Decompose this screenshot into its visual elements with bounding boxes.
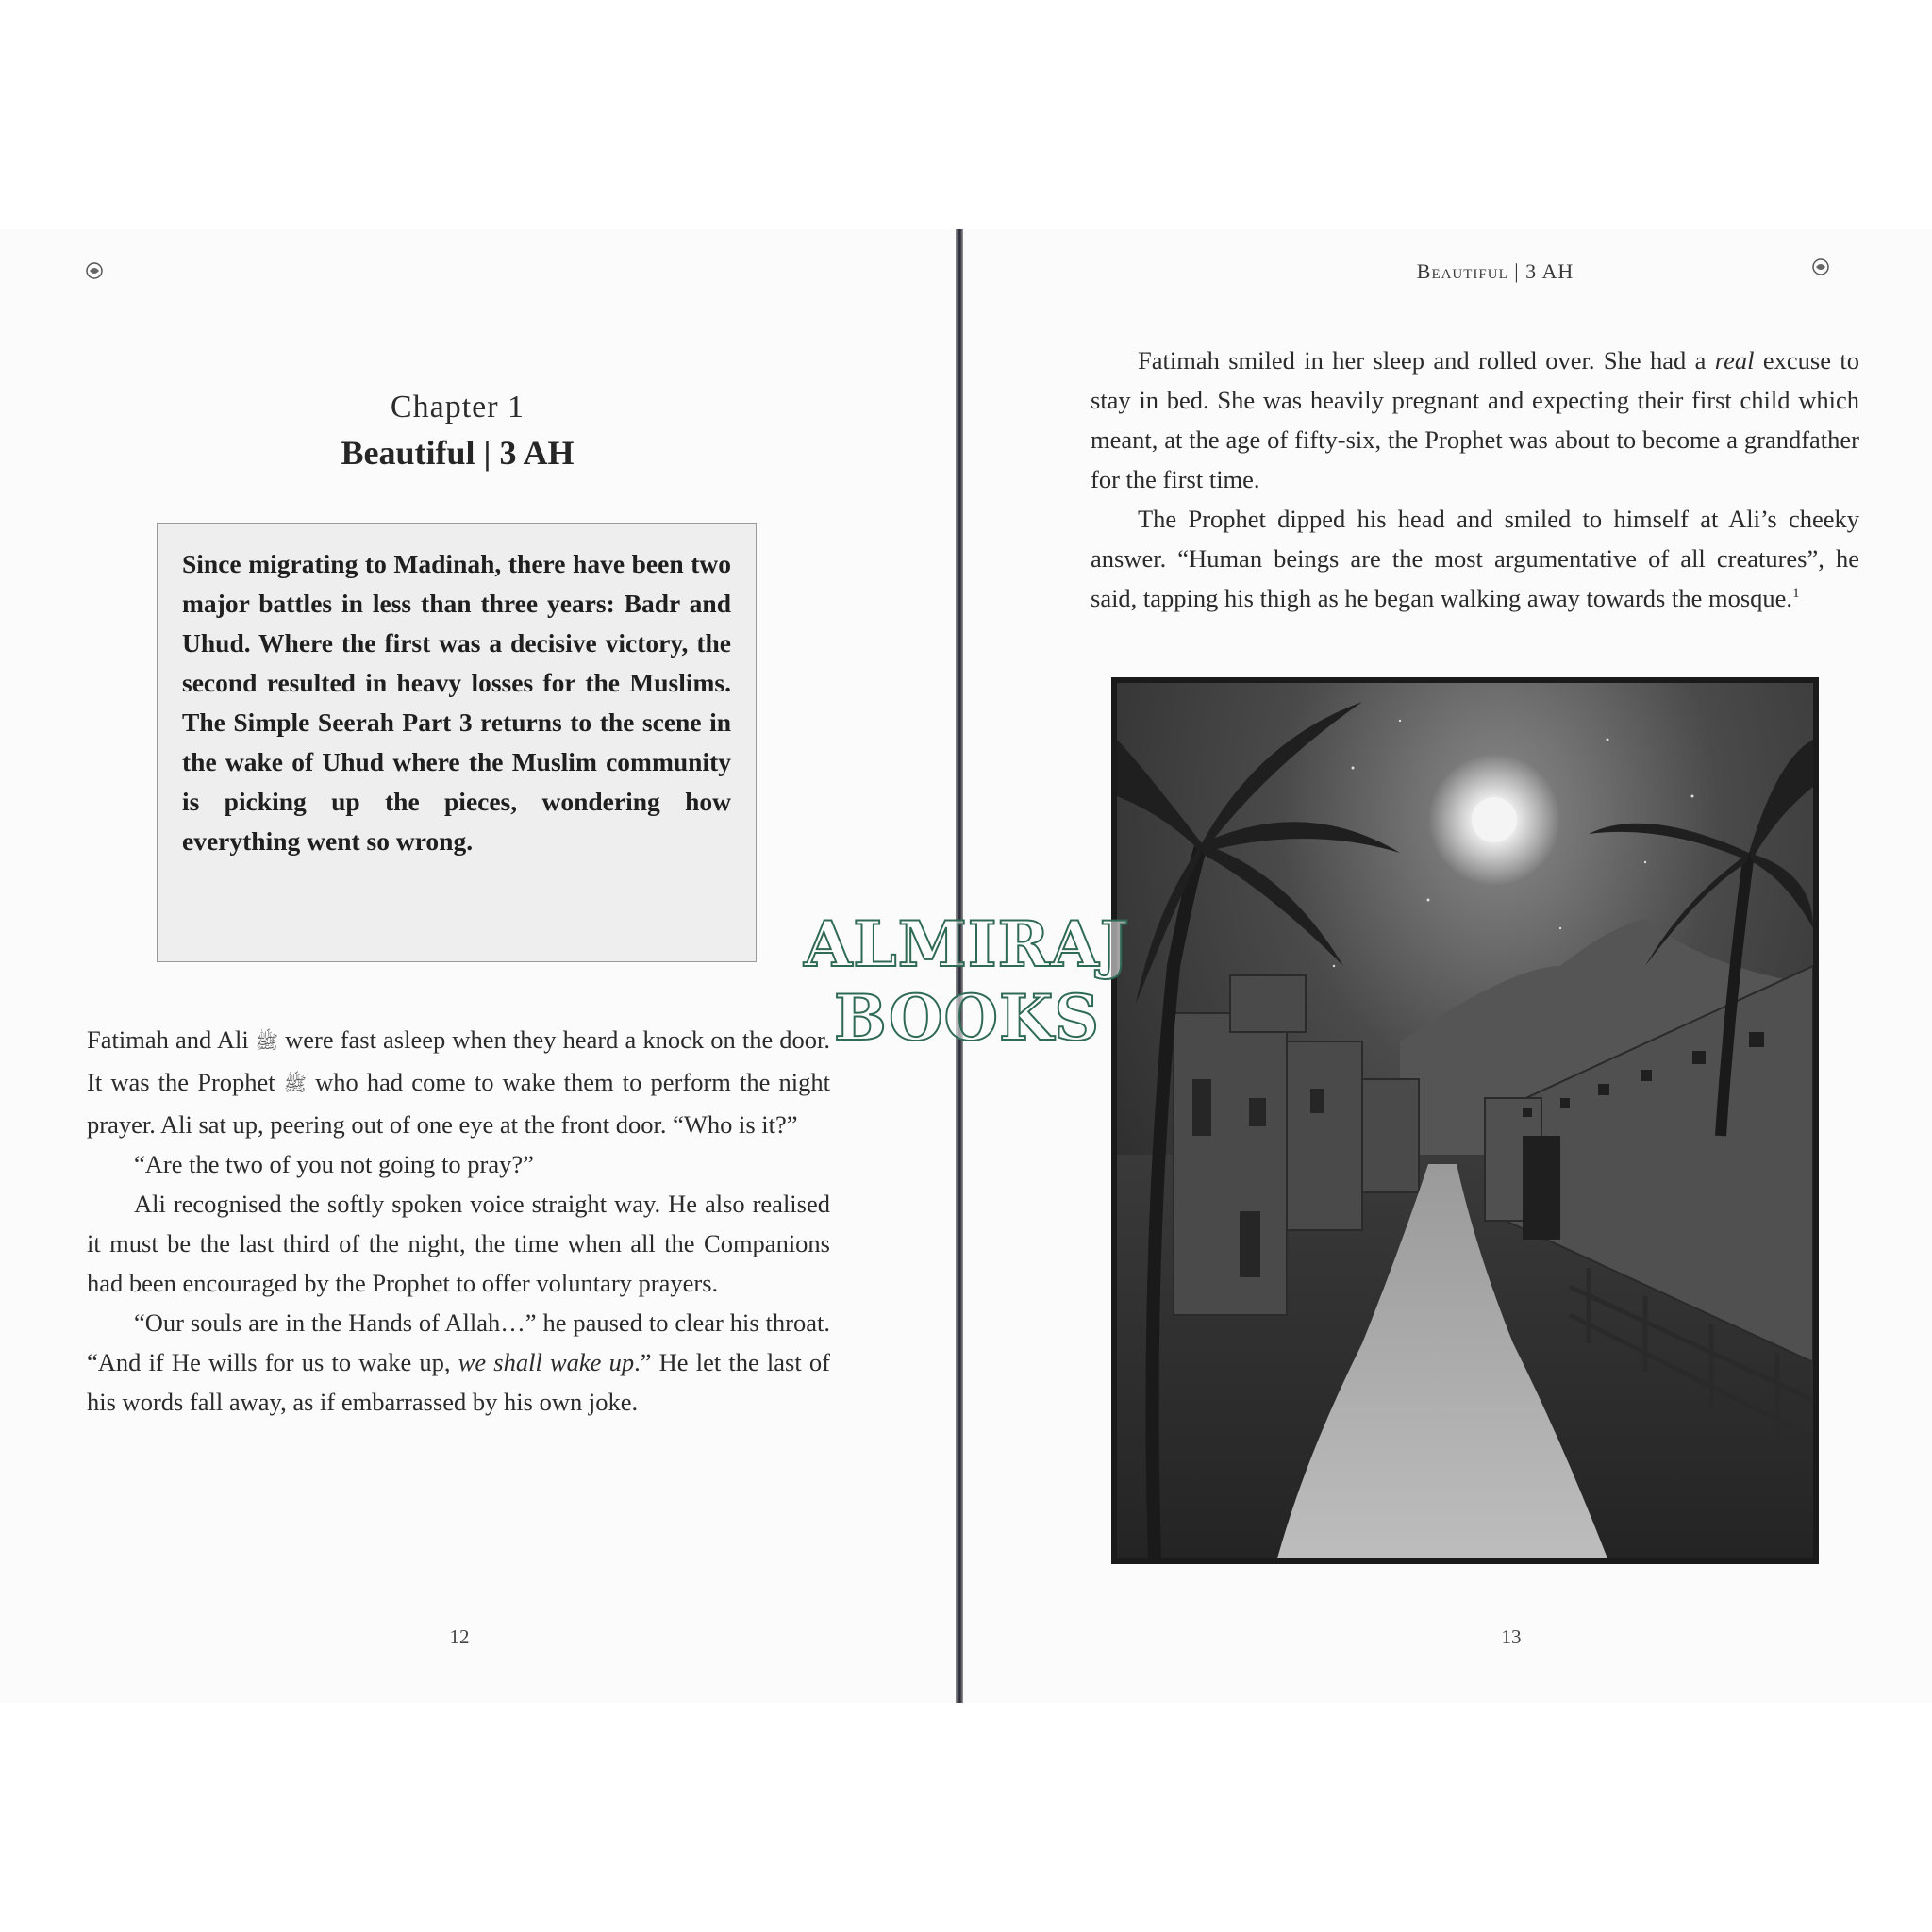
text-run: were fast asleep when they heard a knock on the door. It was the Prophet	[87, 1025, 831, 1096]
text-run: .” He let the last of his words fall away, as if embarrassed by his own joke.	[87, 1348, 830, 1416]
text-run: excuse to stay in bed. She was heavily pregnant and expecting their first child which meant, at the age of fifty-six, the Prophet was about to become a grandfather for the first time.	[1091, 346, 1859, 493]
honorific-glyph: ﷺ	[255, 1032, 278, 1053]
chapter-label: Chapter 1	[390, 390, 525, 425]
italic-text: we shall wake up	[458, 1348, 635, 1376]
intro-box	[157, 523, 757, 962]
night-street-illustration	[1111, 677, 1819, 1564]
running-head: Beautiful | 3 AH	[1416, 259, 1574, 283]
page-number: 12	[449, 1625, 470, 1648]
footnote-ref[interactable]: 1	[1792, 586, 1800, 602]
italic-text: real	[1714, 346, 1755, 375]
right-body-text	[1091, 341, 1859, 618]
intro-text: Since migrating to Madinah, there have been two major battles in less than three years: Badr and Uhud. Where the first was a decisive victory, the second resulted in heavy losses for the Muslims. The Simple Seerah Part 3 returns to the scene in the wake of Uhud where the Muslim community is picking up the pieces, wondering how everything went so wrong.	[182, 549, 731, 856]
paragraph	[1091, 341, 1859, 499]
illustration-art	[1117, 683, 1813, 1558]
ornament-icon	[85, 261, 104, 280]
paragraph	[87, 1303, 830, 1422]
honorific-glyph: ﷺ	[283, 1074, 307, 1095]
ornament-icon	[1811, 258, 1830, 276]
text-run: “Our souls are in the Hands of Allah…” he paused to clear his throat. “And if He wills for us to wake up,	[87, 1308, 830, 1376]
page-number: 13	[1501, 1625, 1522, 1648]
moon-icon	[1472, 797, 1517, 842]
text-run: who had come to wake them to perform the night prayer. Ali sat up, peering out of one eye at the front door. “Who is it?”	[87, 1068, 831, 1139]
chapter-title: Beautiful | 3 AH	[341, 434, 575, 472]
text-run: Fatimah smiled in her sleep and rolled over. She had a	[1138, 346, 1707, 375]
paragraph: Ali recognised the softly spoken voice straight way. He also realised it must be the last third of the night, the time when all the Companions had been encouraged by the Prophet to offer voluntary prayers.	[87, 1190, 830, 1297]
text-run: Fatimah and Ali	[87, 1025, 249, 1054]
watermark: ALMIRAJ BOOKS	[804, 908, 1130, 1055]
left-body-text	[87, 1020, 830, 1422]
paragraph: “Are the two of you not going to pray?”	[134, 1150, 534, 1178]
paragraph	[1091, 499, 1859, 618]
text-run: The Prophet dipped his head and smiled to himself at Ali’s cheeky answer. “Human beings are the most argumentative of all creatures”, he said, tapping his thigh as he began walking away towards the mosque.	[1091, 505, 1859, 612]
